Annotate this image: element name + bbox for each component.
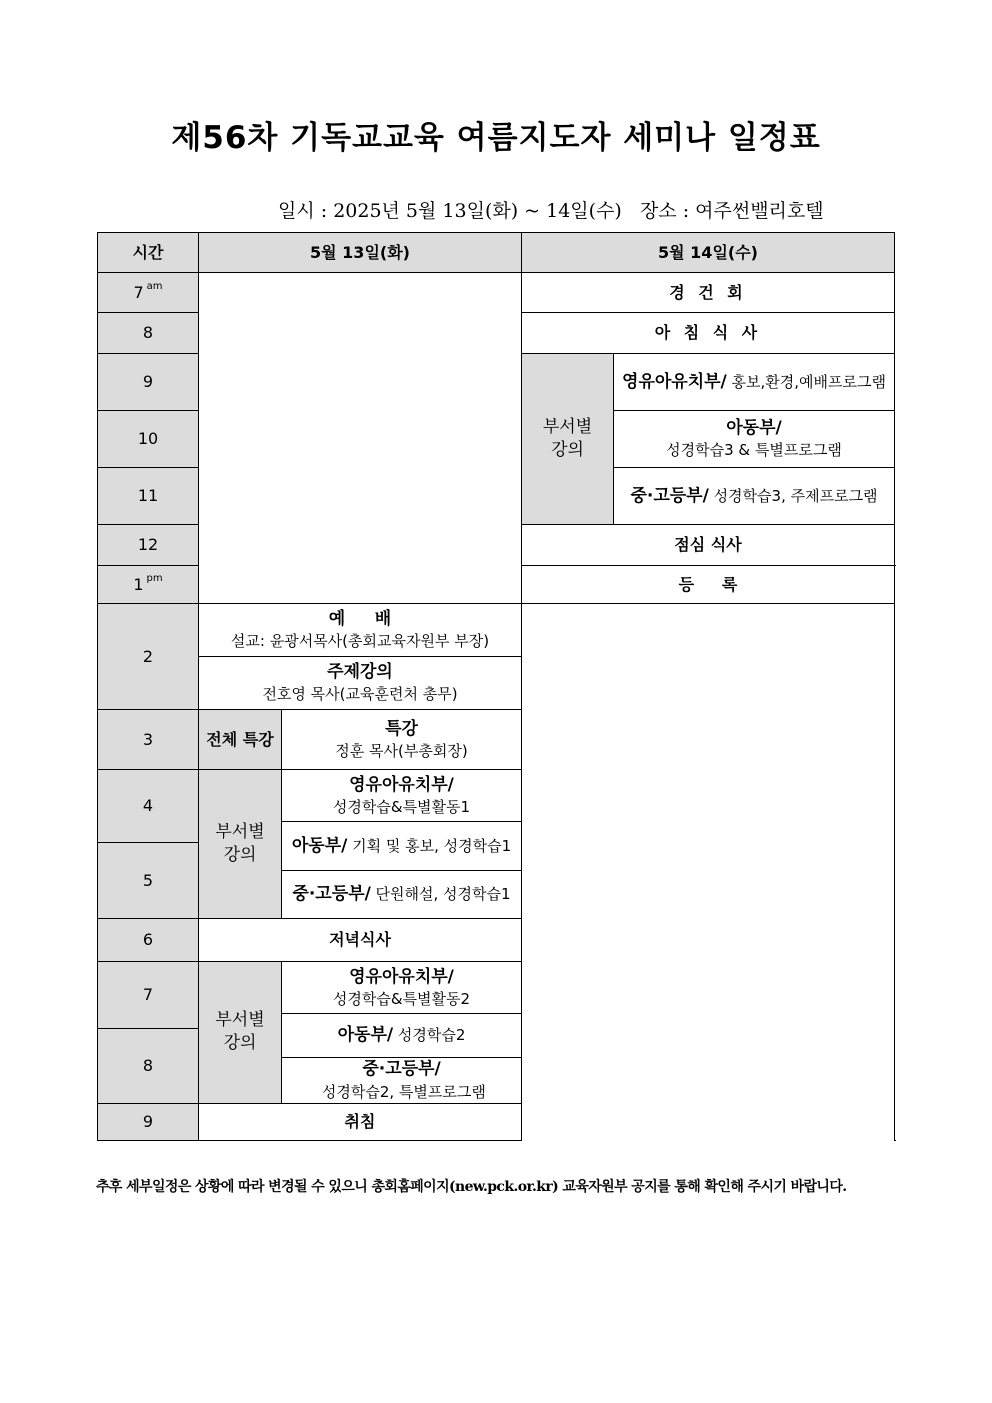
hour-4pm: 4 bbox=[98, 770, 199, 843]
day1-dinner: 저녁식사 bbox=[199, 919, 522, 962]
day2-infant: 영유아유치부/ 홍보,환경,예배프로그램 bbox=[614, 354, 895, 411]
row-3pm bbox=[98, 710, 895, 770]
event-info: 일시 : 2025년 5월 13일(화) ~ 14일(수) 장소 : 여주썬밸리호텔 bbox=[278, 200, 824, 222]
header-time: 시간 bbox=[98, 233, 199, 273]
hour-6pm: 6 bbox=[98, 919, 199, 962]
day1-dept-label-1: 부서별 강의 bbox=[199, 770, 282, 919]
hour-9am: 9 bbox=[98, 354, 199, 411]
hour-7am: 7 $^{am}$ bbox=[98, 273, 199, 313]
hour-7pm: 7 bbox=[98, 962, 199, 1029]
hour-5pm: 5 bbox=[98, 843, 199, 919]
header-day1: 5월 13일(화) bbox=[199, 233, 522, 273]
hour-8pm: 8 bbox=[98, 1029, 199, 1104]
row-4pm-a bbox=[98, 770, 895, 822]
header-day2: 5월 14일(수) bbox=[522, 233, 895, 273]
row-9pm bbox=[98, 1103, 895, 1140]
hour-12pm: 12 bbox=[98, 525, 199, 566]
day1-infant-1: 영유아유치부/ 성경학습&특별활동1 bbox=[282, 770, 522, 822]
day1-morning-empty bbox=[199, 273, 522, 604]
hour-10am: 10 bbox=[98, 411, 199, 468]
day2-children: 아동부/ 성경학습3 & 특별프로그램 bbox=[614, 411, 895, 468]
day1-children-1: 아동부/ 기획 및 홍보, 성경학습1 bbox=[282, 822, 522, 871]
day2-devotion: 경 건 회 bbox=[522, 273, 895, 313]
page-title: 제56차 기독교교육 여름지도자 세미나 일정표 bbox=[171, 120, 821, 156]
footer-note: 추후 세부일정은 상황에 따라 변경될 수 있으니 총회홈페이지(new.pck.or.kr) 교육자원부 공지를 통해 확인해 주시기 바랍니다. bbox=[96, 1179, 847, 1195]
day2-dept-label: 부서별 강의 bbox=[522, 354, 614, 525]
header-row bbox=[98, 233, 895, 273]
day2-lunch: 점심 식사 bbox=[522, 525, 895, 566]
hour-2pm: 2 bbox=[98, 604, 199, 710]
hour-11am: 11 bbox=[98, 468, 199, 525]
row-2pm-a bbox=[98, 604, 895, 657]
schedule-table bbox=[97, 232, 895, 1141]
hour-1pm: 1 $^{pm}$ bbox=[98, 566, 199, 604]
day1-infant-2: 영유아유치부/ 성경학습&특별활동2 bbox=[282, 962, 522, 1014]
row-7pm-a bbox=[98, 962, 895, 1014]
hour-9pm: 9 bbox=[98, 1103, 199, 1140]
day1-children-2: 아동부/ 성경학습2 bbox=[282, 1014, 522, 1058]
day1-bedtime: 취침 bbox=[199, 1103, 522, 1140]
day1-registration: 등 록 bbox=[522, 566, 895, 604]
day2-breakfast: 아 침 식 사 bbox=[522, 313, 895, 354]
day2-youth: 중·고등부/ 성경학습3, 주제프로그램 bbox=[614, 468, 895, 525]
day1-youth-2: 중·고등부/ 성경학습2, 특별프로그램 bbox=[282, 1058, 522, 1104]
hour-3pm: 3 bbox=[98, 710, 199, 770]
day1-dept-label-2: 부서별 강의 bbox=[199, 962, 282, 1104]
day1-worship: 예 배 설교: 윤광서목사(총회교육자원부 부장) bbox=[199, 604, 522, 657]
day1-special-label: 전체 특강 bbox=[199, 710, 282, 770]
day1-keynote: 주제강의 전호영 목사(교육훈련처 총무) bbox=[199, 657, 522, 710]
row-2pm-b bbox=[98, 657, 895, 710]
row-7am bbox=[98, 273, 895, 313]
row-6pm bbox=[98, 919, 895, 962]
day1-special: 특강 정훈 목사(부총회장) bbox=[282, 710, 522, 770]
day1-youth-1: 중·고등부/ 단원해설, 성경학습1 bbox=[282, 871, 522, 919]
hour-8am: 8 bbox=[98, 313, 199, 354]
